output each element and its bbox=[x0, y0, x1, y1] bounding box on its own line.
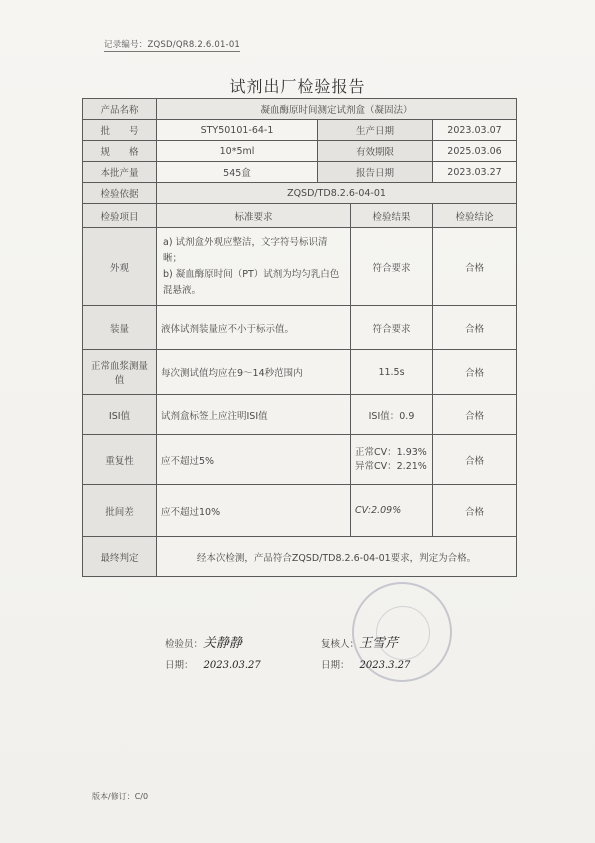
final-label: 最终判定 bbox=[83, 537, 157, 577]
appearance-standard-a: a) 试剂盒外观应整洁，文字符号标识清晰； bbox=[163, 236, 328, 264]
header-result: 检验结果 bbox=[351, 204, 433, 228]
final-row bbox=[83, 537, 517, 577]
repeatability-conclusion: 合格 bbox=[433, 435, 517, 485]
isi-result: ISI值：0.9 bbox=[351, 395, 433, 435]
repeatability-result-abnormal: 异常CV：2.21% bbox=[355, 460, 427, 472]
repeatability-item: 重复性 bbox=[83, 435, 157, 485]
isi-row bbox=[83, 395, 517, 435]
isi-item: ISI值 bbox=[83, 395, 157, 435]
volume-row bbox=[83, 306, 517, 350]
basis-row bbox=[83, 183, 517, 204]
basis-label: 检验依据 bbox=[83, 183, 157, 204]
inspector-date-label: 日期： bbox=[165, 660, 194, 671]
batch-label: 批 号 bbox=[83, 120, 157, 141]
reviewer-block bbox=[321, 632, 398, 651]
final-value: 经本次检测，产品符合ZQSD/TD8.2.6-04-01要求，判定为合格。 bbox=[157, 537, 517, 577]
normal-plasma-result: 11.5s bbox=[351, 350, 433, 395]
production-date-value: 2023.03.07 bbox=[433, 120, 517, 141]
batch-value: STY50101-64-1 bbox=[157, 120, 318, 141]
expiry-date-label: 有效期限 bbox=[318, 141, 433, 162]
product-row bbox=[83, 99, 517, 120]
repeatability-result bbox=[351, 435, 433, 485]
header-item: 检验项目 bbox=[83, 204, 157, 228]
basis-value: ZQSD/TD8.2.6-04-01 bbox=[157, 183, 517, 204]
reviewer-date: 2023.3.27 bbox=[359, 660, 411, 671]
interbatch-result: CV:2.09% bbox=[351, 485, 433, 537]
interbatch-row bbox=[83, 485, 517, 537]
appearance-standard bbox=[157, 228, 351, 306]
appearance-result: 符合要求 bbox=[351, 228, 433, 306]
reviewer-label: 复核人： bbox=[321, 639, 360, 650]
spec-value: 10*5ml bbox=[157, 141, 318, 162]
volume-standard: 液体试剂装量应不小于标示值。 bbox=[157, 306, 351, 350]
reviewer-signature: 王雪芹 bbox=[359, 636, 399, 651]
normal-plasma-item: 正常血浆测量值 bbox=[83, 350, 157, 395]
repeatability-standard: 应不超过5% bbox=[157, 435, 351, 485]
isi-conclusion: 合格 bbox=[433, 395, 517, 435]
volume-result: 符合要求 bbox=[351, 306, 433, 350]
report-date-label: 报告日期 bbox=[318, 162, 433, 183]
spec-label: 规 格 bbox=[83, 141, 157, 162]
inspector-block bbox=[165, 632, 242, 651]
normal-plasma-conclusion: 合格 bbox=[433, 350, 517, 395]
reviewer-date-label: 日期： bbox=[321, 660, 350, 671]
header-standard: 标准要求 bbox=[157, 204, 351, 228]
record-number: 记录编号：ZQSD/QR8.2.6.01-01 bbox=[104, 40, 241, 50]
production-date-label: 生产日期 bbox=[318, 120, 433, 141]
interbatch-standard: 应不超过10% bbox=[157, 485, 351, 537]
appearance-row bbox=[83, 228, 517, 306]
interbatch-conclusion: 合格 bbox=[433, 485, 517, 537]
repeatability-result-normal: 正常CV：1.93% bbox=[355, 446, 427, 458]
header-row bbox=[83, 204, 517, 228]
product-value: 凝血酶原时间测定试剂盒（凝固法） bbox=[157, 99, 517, 120]
inspector-date-block bbox=[165, 657, 261, 671]
report-date-value: 2023.03.27 bbox=[433, 162, 517, 183]
batch-output-value: 545盒 bbox=[157, 162, 318, 183]
inspector-date: 2023.03.27 bbox=[203, 660, 261, 671]
volume-item: 装量 bbox=[83, 306, 157, 350]
repeatability-row bbox=[83, 435, 517, 485]
header-conclusion: 检验结论 bbox=[433, 204, 517, 228]
inspector-label: 检验员： bbox=[165, 639, 204, 650]
normal-plasma-row bbox=[83, 350, 517, 395]
report-title: 试剂出厂检验报告 bbox=[229, 77, 366, 96]
batch-output-row bbox=[83, 162, 517, 183]
interbatch-item: 批间差 bbox=[83, 485, 157, 537]
inspection-table bbox=[82, 98, 517, 577]
volume-conclusion: 合格 bbox=[433, 306, 517, 350]
normal-plasma-standard: 每次测试值均应在9～14秒范围内 bbox=[157, 350, 351, 395]
isi-standard: 试剂盒标签上应注明ISI值 bbox=[157, 395, 351, 435]
appearance-conclusion: 合格 bbox=[433, 228, 517, 306]
spec-row bbox=[83, 141, 517, 162]
appearance-item: 外观 bbox=[83, 228, 157, 306]
batch-row bbox=[83, 120, 517, 141]
version-footer: 版本/修订：C/0 bbox=[92, 792, 149, 801]
batch-output-label: 本批产量 bbox=[83, 162, 157, 183]
reviewer-date-block bbox=[321, 657, 410, 671]
product-label: 产品名称 bbox=[83, 99, 157, 120]
expiry-date-value: 2025.03.06 bbox=[433, 141, 517, 162]
inspector-signature: 关静静 bbox=[203, 636, 243, 651]
appearance-standard-b: b) 凝血酶原时间（PT）试剂为均匀乳白色混悬液。 bbox=[163, 268, 340, 296]
